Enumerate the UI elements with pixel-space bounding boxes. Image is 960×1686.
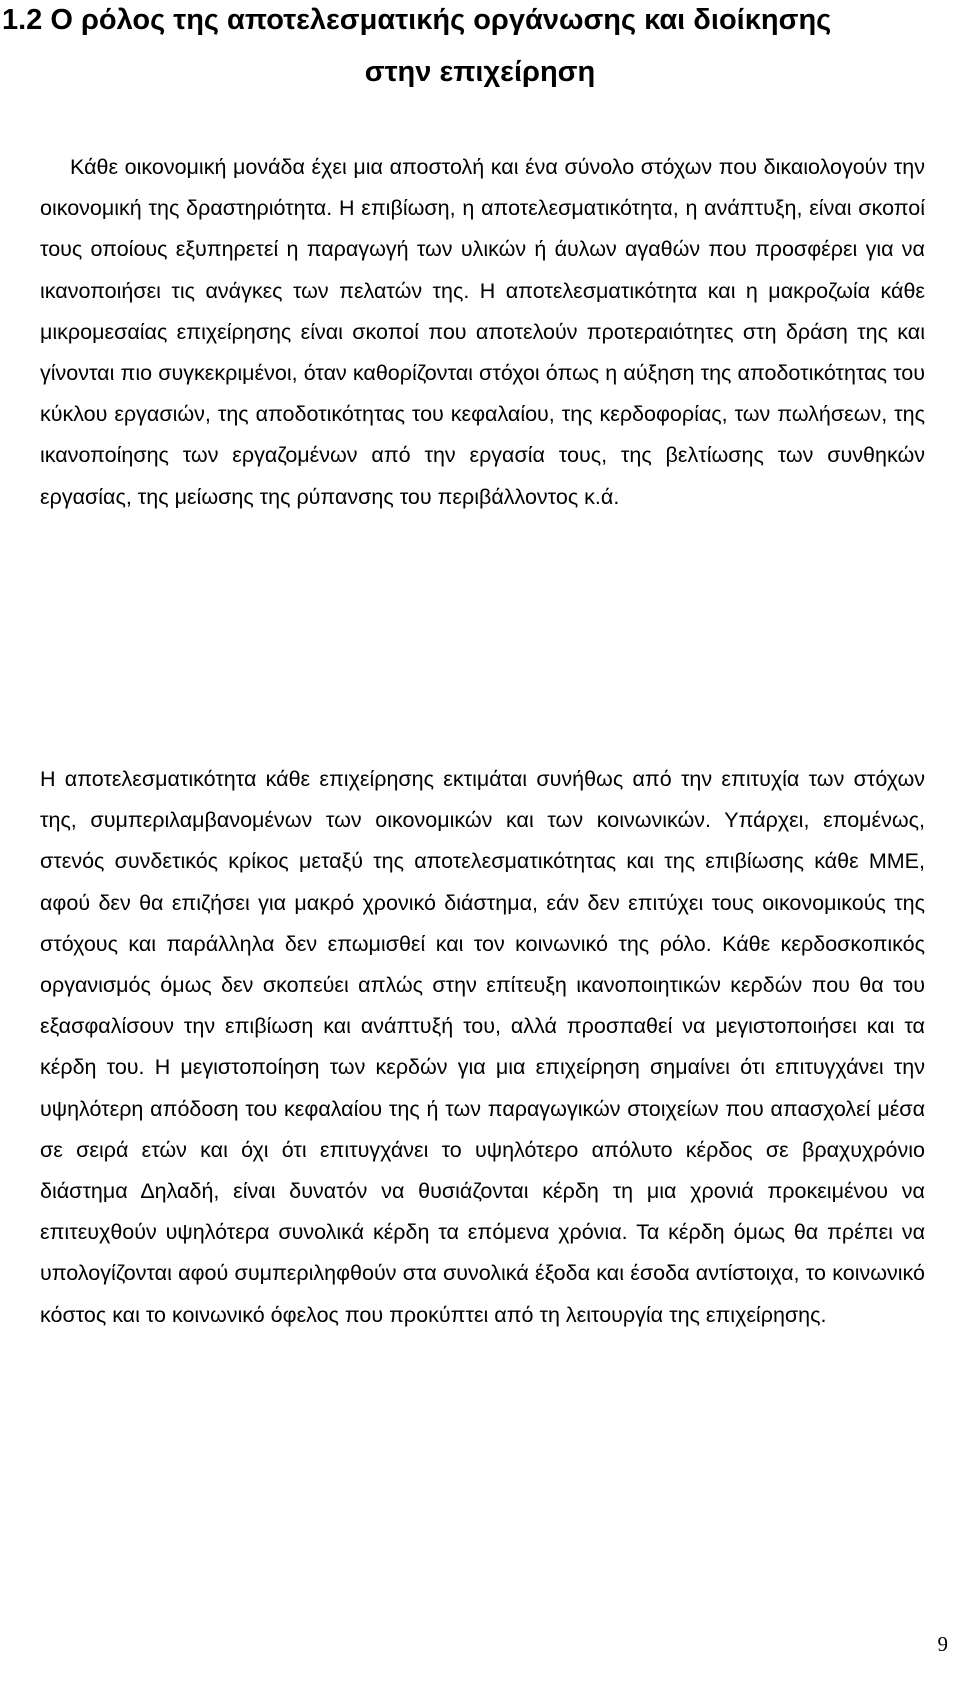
paragraph-mission-and-goals: Κάθε οικονομική μονάδα έχει μια αποστολή και ένα σύνολο στόχων που δικαιολογούν την οικονομική της δραστηριότητα. Η επιβίωση, η αποτελεσματικότητα, η ανάπτυξη, είναι σκοποί τους οποίους εξυπηρετεί η παραγωγή των υλικών ή άυλων αγαθών που προσφέρει για να ικανοποιήσει τις ανάγκες των πελατών της. Η αποτελεσματικότητα και η μακροζωία κάθε μικρομεσαίας επιχείρησης είναι σκοποί που αποτελούν προτεραιότητες στη δράση της και γίνονται πιο συγκεκριμένοι, όταν καθορίζονται στόχοι όπως η αύξηση της αποδοτικότητας του κύκλου εργασιών, της αποδοτικότητας του κεφαλαίου, της κερδοφορίας, των πωλήσεων, της ικανοποίησης των εργαζομένων από την εργασία τους, της βελτίωσης των συνθηκών εργασίας, της μείωσης της ρύπανσης του περιβάλλοντος κ.ά. — [40, 155, 925, 509]
paragraph-effectiveness-and-profit: Η αποτελεσματικότητα κάθε επιχείρησης εκτιμάται συνήθως από την επιτυχία των στόχων της, συμπεριλαμβανομένων των οικονομικών και των κοινωνικών. Υπάρχει, επομένως, στενός συνδετικός κρίκος μεταξύ της αποτελεσματικότητας και της επιβίωσης κάθε ΜΜΕ, αφού δεν θα επιζήσει για μακρό χρονικό διάστημα, εάν δεν επιτύχει τους οικονομικούς της στόχους και παράλληλα δεν επωμισθεί και τον κοινωνικό της ρόλο. Κάθε κερδοσκοπικός οργανισμός όμως δεν σκοπεύει απλώς στην επίτευξη ικανοποιητικών κερδών που θα του εξασφαλίσουν την επιβίωση και ανάπτυξή του, αλλά προσπαθεί να μεγιστοποιήσει και τα κέρδη του. Η μεγιστοποίηση των κερδών για μια επιχείρηση σημαίνει ότι επιτυγχάνει την υψηλότερη απόδοση του κεφαλαίου της ή των παραγωγικών στοιχείων που απασχολεί μέσα σε σειρά ετών και όχι ότι επιτυγχάνει το υψηλότερο απόλυτο κέρδος σε βραχυχρόνιο διάστημα Δηλαδή, είναι δυνατόν να θυσιάζονται κέρδη τη μια χρονιά προκειμένου να επιτευχθούν υψηλότερα συνολικά κέρδη τα επόμενα χρόνια. Τα κέρδη όμως θα πρέπει να υπολογίζονται αφού συμπεριληφθούν στα συνολικά έξοδα και έσοδα αντίστοιχα, το κοινωνικό κόστος και το κοινωνικό όφελος που προκύπτει από τη λειτουργία της επιχείρησης. — [40, 767, 925, 1327]
page-number: 9 — [937, 1632, 948, 1656]
section-heading — [0, 2, 960, 91]
section-heading-line-1: 1.2 Ο ρόλος της αποτελεσματικής οργάνωσης και διοίκησης — [2, 4, 832, 36]
section-heading-line-2: στην επιχείρηση — [364, 56, 596, 88]
